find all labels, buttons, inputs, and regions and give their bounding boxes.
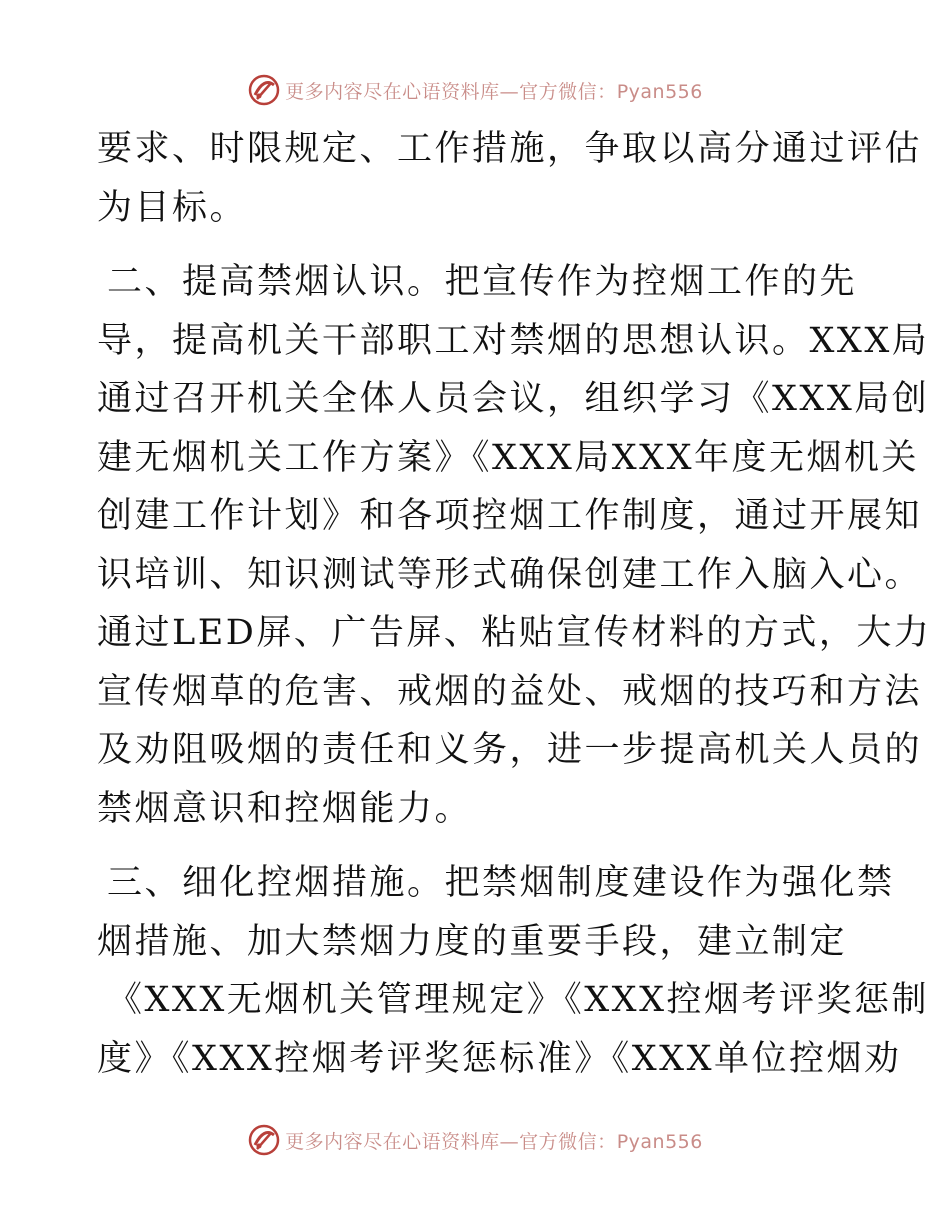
paragraph-gap xyxy=(97,838,857,854)
text-line: 度》《XXX控烟考评奖惩标准》《XXX单位控烟劝 xyxy=(97,1038,902,1079)
text-line: 建无烟机关工作方案》《XXX局XXX年度无烟机关 xyxy=(97,437,920,478)
paragraph-1 xyxy=(97,120,923,237)
brand-logo-icon xyxy=(247,73,281,107)
text-line: 识培训、知识测试等形式确保创建工作入脑入心。 xyxy=(97,554,923,595)
header-banner-official-label: 官方微信： xyxy=(519,80,617,103)
text-line: 三、细化控烟措施。把禁烟制度建设作为强化禁 xyxy=(107,863,895,903)
header-banner xyxy=(0,68,950,112)
text-line: 通过LED屏、广告屏、粘贴宣传材料的方式，大力 xyxy=(97,613,932,653)
paragraph-gap xyxy=(97,237,857,253)
document-body xyxy=(97,120,932,1088)
paragraph-3 xyxy=(97,854,930,1088)
header-banner-title: 更多内容尽在心语资料库 xyxy=(285,80,500,103)
footer-banner-official-label: 官方微信： xyxy=(519,1130,617,1153)
footer-banner-wechat-id: Pyan556 xyxy=(616,1130,703,1153)
text-line: 及劝阻吸烟的责任和义务，进一步提高机关人员的 xyxy=(97,730,923,770)
text-line: 禁烟意识和控烟能力。 xyxy=(97,788,473,829)
footer-banner xyxy=(0,1118,950,1162)
header-banner-dash: — xyxy=(499,80,520,103)
footer-banner-title: 更多内容尽在心语资料库 xyxy=(285,1130,500,1153)
footer-banner-dash: — xyxy=(499,1130,520,1153)
text-line: 宣传烟草的危害、戒烟的益处、戒烟的技巧和方法 xyxy=(97,671,923,712)
text-line: 导，提高机关干部职工对禁烟的思想认识。XXX局 xyxy=(97,320,930,361)
paragraph-2 xyxy=(97,253,932,838)
text-line: 创建工作计划》和各项控烟工作制度，通过开展知 xyxy=(97,496,923,536)
brand-logo-icon xyxy=(247,1123,281,1157)
text-line: 二、提高禁烟认识。把宣传作为控烟工作的先 xyxy=(107,262,858,302)
text-line: 要求、时限规定、工作措施，争取以高分通过评估 xyxy=(97,129,923,169)
text-line: 通过召开机关全体人员会议，组织学习《XXX局创 xyxy=(97,379,930,419)
text-line: 为目标。 xyxy=(97,187,248,228)
text-line: 《XXX无烟机关管理规定》《XXX控烟考评奖惩制 xyxy=(107,980,930,1020)
text-line: 烟措施、加大禁烟力度的重要手段，建立制定 xyxy=(97,921,848,962)
header-banner-text xyxy=(285,77,703,104)
header-banner-wechat-id: Pyan556 xyxy=(616,80,703,103)
footer-banner-text xyxy=(285,1127,703,1154)
